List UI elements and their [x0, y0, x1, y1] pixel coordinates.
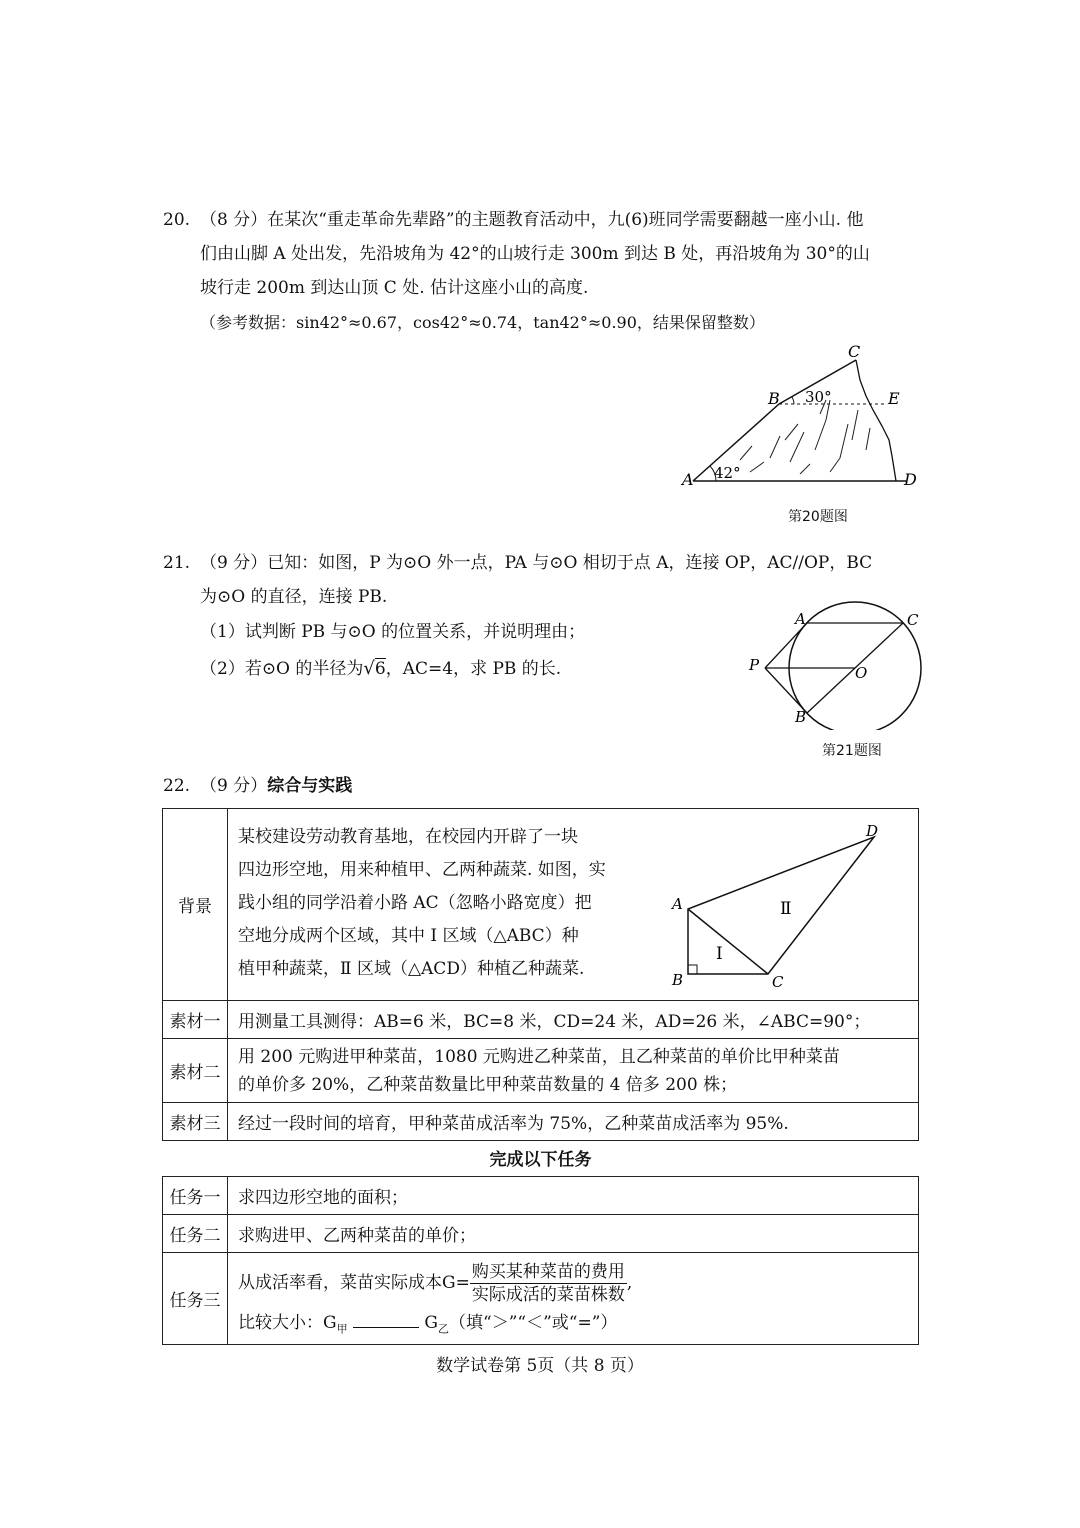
q21-line-2: 为⊙O 的直径，连接 PB. — [200, 587, 388, 607]
q21-line-4-suffix: ，AC=4，求 PB 的长. — [385, 659, 562, 679]
background-row — [163, 809, 919, 1001]
q20-line-2: 们由山脚 A 处出发，先沿坡角为 42°的山坡行走 300m 到达 B 处，再沿坡角为 30°的山 — [200, 244, 870, 264]
background-line-2: 四边形空地，用来种植甲、乙两种蔬菜. 如图，实 — [238, 860, 606, 880]
sqrt-value: 6 — [374, 659, 386, 679]
background-text — [238, 821, 606, 986]
task-3-row — [163, 1253, 919, 1345]
sub-yi: 乙 — [438, 1322, 449, 1336]
material-2-cell — [228, 1039, 919, 1103]
task-3-line-2 — [238, 1308, 908, 1336]
background-line-1: 某校建设劳动教育基地，在校园内开辟了一块 — [238, 827, 578, 847]
material-2-line-2: 的单价多 20%，乙种菜苗数量比甲种菜苗数量的 4 倍多 200 株； — [238, 1074, 738, 1095]
material-3-label: 素材三 — [163, 1103, 228, 1141]
task-2-row — [163, 1215, 919, 1253]
q21-line-4 — [200, 657, 561, 681]
cost-fraction — [470, 1261, 627, 1306]
material-3-row — [163, 1103, 919, 1141]
q21-label-B: B — [795, 708, 807, 726]
task-2-text: 求购进甲、乙两种菜苗的单价； — [228, 1215, 919, 1253]
q21-line-3: （1）试判断 PB 与⊙O 的位置关系，并说明理由； — [200, 622, 586, 642]
q21-label-A: A — [795, 610, 806, 628]
q20-line-4: （参考数据：sin42°≈0.67，cos42°≈0.74，tan42°≈0.90，结果保留整数） — [200, 313, 765, 332]
q21-line-4-prefix: （2）若⊙O 的半径为 — [200, 659, 364, 679]
q22-title-text: 综合与实践 — [267, 776, 353, 796]
sub-jia: 甲 — [336, 1322, 348, 1336]
q20-label-A: A — [682, 470, 694, 489]
question-20-number: 20. — [163, 210, 191, 230]
q21-figure-caption: 第21题图 — [822, 743, 882, 759]
page-footer: 数学试卷第 5页（共 8 页） — [436, 1356, 644, 1376]
task-3-line-1 — [238, 1261, 908, 1306]
material-2-label: 素材二 — [163, 1039, 228, 1103]
material-3-text: 经过一段时间的培育，甲种菜苗成活率为 75%，乙种菜苗成活率为 95%. — [228, 1103, 919, 1141]
material-1-label: 素材一 — [163, 1001, 228, 1039]
question-22-number: 22. — [163, 776, 191, 796]
background-line-5: 植甲种蔬菜，Ⅱ 区域（△ACD）种植乙种蔬菜. — [238, 959, 585, 979]
q20-figure-caption: 第20题图 — [788, 509, 848, 525]
task-1-label: 任务一 — [163, 1177, 228, 1215]
q22-label-D: D — [866, 822, 879, 840]
task-3-comma: , — [626, 1272, 633, 1293]
q22-label-A: A — [672, 895, 683, 913]
q20-figure — [680, 340, 920, 490]
task-3-cell — [228, 1253, 919, 1345]
material-2-row — [163, 1039, 919, 1103]
fraction-denominator: 实际成活的菜苗株数 — [471, 1284, 625, 1305]
q22-points: （9 分） — [200, 776, 268, 796]
task-2-label: 任务二 — [163, 1215, 228, 1253]
q20-angle-30: 30° — [805, 388, 832, 406]
q21-line-1: （9 分）已知：如图，P 为⊙O 外一点，PA 与⊙O 相切于点 A，连接 OP，AC//OP，BC — [200, 553, 873, 573]
task-3-label: 任务三 — [163, 1253, 228, 1345]
q21-label-P: P — [749, 656, 760, 674]
answer-blank[interactable] — [353, 1313, 419, 1328]
fraction-numerator: 购买某种菜苗的费用 — [471, 1261, 625, 1282]
task-1-row — [163, 1177, 919, 1215]
q20-line-3: 坡行走 200m 到达山顶 C 处. 估计这座小山的高度. — [200, 278, 589, 298]
task-3-cost-label: 从成活率看，菜苗实际成本G= — [238, 1272, 470, 1293]
q20-label-D: D — [904, 470, 917, 489]
background-cell — [228, 809, 919, 1001]
q20-label-E: E — [888, 389, 900, 408]
q22-label-C: C — [772, 973, 784, 991]
q22-region-1: Ⅰ — [716, 944, 723, 964]
question-21-number: 21. — [163, 553, 191, 573]
q22-info-table — [162, 808, 919, 1141]
sqrt-symbol: √ — [363, 658, 375, 679]
q22-label-B: B — [672, 971, 684, 989]
q22-task-table — [162, 1176, 919, 1345]
q21-label-C: C — [907, 611, 919, 629]
g-yi: G — [424, 1312, 438, 1333]
q20-label-B: B — [768, 389, 780, 408]
q22-region-2: Ⅱ — [780, 899, 792, 919]
material-1-row — [163, 1001, 919, 1039]
q20-label-C: C — [848, 342, 861, 361]
background-label: 背景 — [163, 809, 228, 1001]
background-line-4: 空地分成两个区域，其中 Ⅰ 区域（△ABC）种 — [238, 926, 579, 946]
compare-label: 比较大小：G — [238, 1312, 337, 1333]
q20-angle-42: 42° — [714, 464, 741, 482]
fill-instruction: （填“＞”“＜”或“=”） — [449, 1312, 618, 1333]
material-1-text: 用测量工具测得：AB=6 米，BC=8 米，CD=24 米，AD=26 米，∠ABC=90°； — [228, 1001, 919, 1039]
task-1-text: 求四边形空地的面积； — [228, 1177, 919, 1215]
background-line-3: 践小组的同学沿着小路 AC（忽略小路宽度）把 — [238, 893, 592, 913]
tasks-heading: 完成以下任务 — [489, 1150, 592, 1170]
material-2-line-1: 用 200 元购进甲种菜苗，1080 元购进乙种菜苗，且乙种菜苗的单价比甲种菜苗 — [238, 1046, 840, 1067]
q22-title — [200, 774, 352, 798]
q20-line-1: （8 分）在某次“重走革命先辈路”的主题教育活动中，九(6)班同学需要翻越一座小山. 他 — [200, 210, 864, 230]
q21-figure — [745, 598, 930, 730]
q22-figure — [666, 819, 896, 991]
q21-label-O: O — [855, 664, 868, 682]
